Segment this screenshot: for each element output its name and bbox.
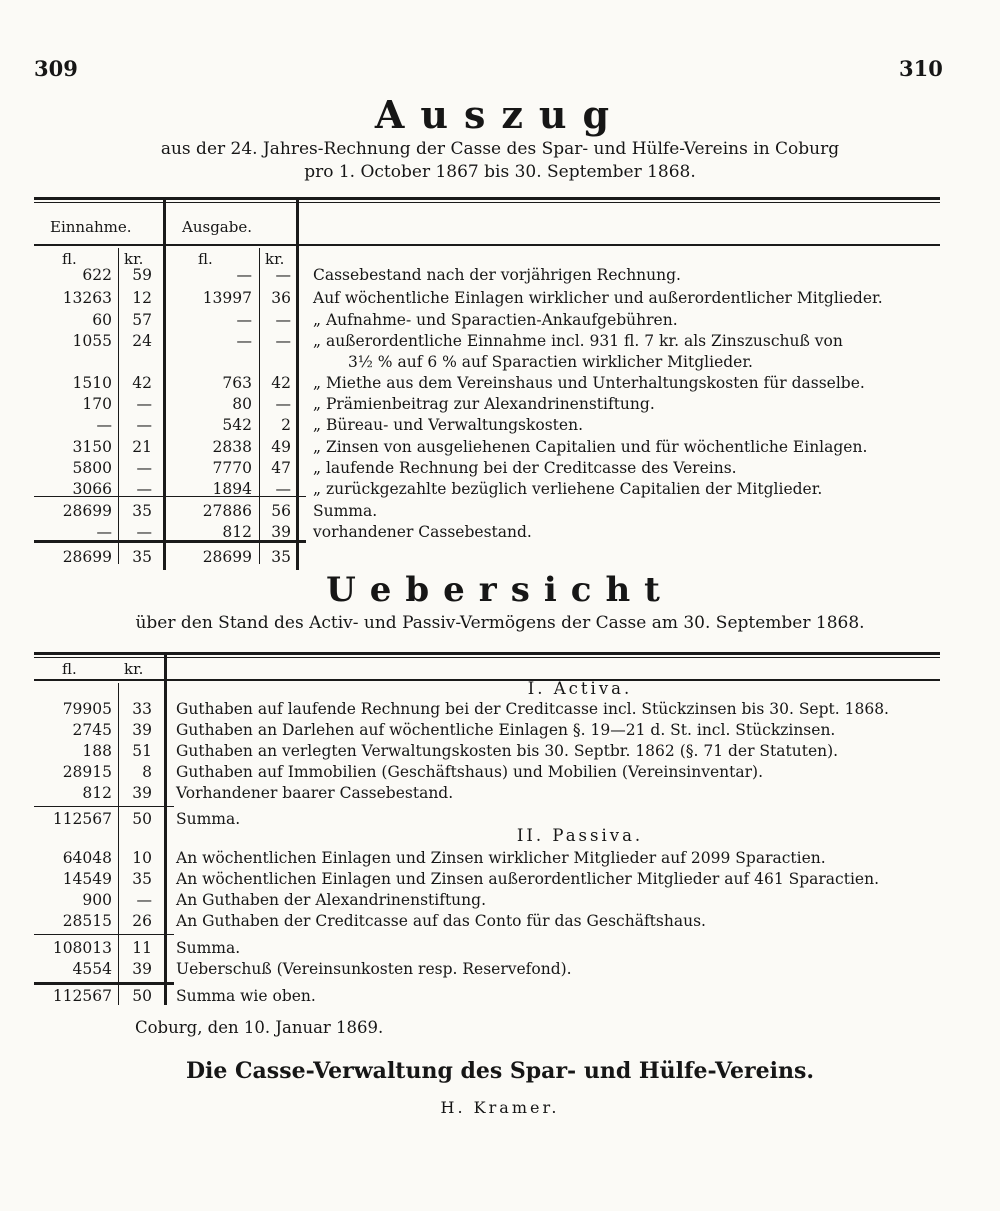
amount-fl: 900 xyxy=(82,891,112,909)
amount-fl: 112567 xyxy=(52,810,112,828)
activa-summa-rule xyxy=(34,806,174,807)
einnahme-fl: 60 xyxy=(92,311,112,329)
left-page-number: 309 xyxy=(34,56,78,81)
uebersicht-kr-header: kr. xyxy=(124,660,144,678)
row-text: Guthaben auf laufende Rechnung bei der Creditcasse incl. Stückzinsen bis 30. Sept. 1868. xyxy=(176,700,889,718)
ausgabe-kr: — xyxy=(275,311,291,329)
einnahme-kr: 59 xyxy=(132,266,152,284)
ausgabe-fl: 28699 xyxy=(202,548,252,566)
row-text: „ laufende Rechnung bei der Creditcasse des Vereins. xyxy=(313,459,737,477)
ausgabe-fl: — xyxy=(236,311,252,329)
amount-fl: 812 xyxy=(82,784,112,802)
ausgabe-fl: 80 xyxy=(232,395,252,413)
ausgabe-kr: — xyxy=(275,332,291,350)
ausgabe-kr: — xyxy=(275,395,291,413)
ausgabe-kr: — xyxy=(275,480,291,498)
ausgabe-fl: 13997 xyxy=(202,289,252,307)
einnahme-kr: 12 xyxy=(132,289,152,307)
row-text: „ Aufnahme- und Sparactien-Ankaufgebühren. xyxy=(313,311,678,329)
einnahme-kr: 42 xyxy=(132,374,152,392)
ausgabe-fl: — xyxy=(236,266,252,284)
row-text: Guthaben an Darlehen auf wöchentliche Einlagen §. 19—21 d. St. incl. Stückzinsen. xyxy=(176,721,836,739)
amount-kr: 39 xyxy=(132,784,152,802)
row-text-continuation: 3½ % auf 6 % auf Sparactien wirklicher Mitglieder. xyxy=(348,353,753,371)
auszug-col-divider-1 xyxy=(163,200,166,570)
ausgabe-kr: 2 xyxy=(281,416,291,434)
passiva-title: II. Passiva. xyxy=(516,826,644,845)
row-text: „ Prämienbeitrag zur Alexandrinenstiftung. xyxy=(313,395,655,413)
einnahme-fl: 28699 xyxy=(62,502,112,520)
auszug-kr-divider-e xyxy=(118,248,119,564)
einnahme-kr: — xyxy=(136,395,152,413)
einnahme-fl: 5800 xyxy=(72,459,112,477)
ausgabe-fl: — xyxy=(236,332,252,350)
row-text: vorhandener Cassebestand. xyxy=(313,523,532,541)
amount-kr: 10 xyxy=(132,849,152,867)
einnahme-header: Einnahme. xyxy=(50,218,132,236)
auszug-kr-divider-a xyxy=(259,248,260,564)
row-text: Vorhandener baarer Cassebestand. xyxy=(176,784,454,802)
uebersicht-fl-header: fl. xyxy=(62,660,77,678)
row-text: Guthaben an verlegten Verwaltungskosten bis 30. Septbr. 1862 (§. 71 der Statuten). xyxy=(176,742,839,760)
row-text: An wöchentlichen Einlagen und Zinsen wirklicher Mitglieder auf 2099 Sparactien. xyxy=(176,849,826,867)
amount-fl: 188 xyxy=(82,742,112,760)
row-text: An Guthaben der Creditcasse auf das Conto für das Geschäftshaus. xyxy=(176,912,706,930)
signatory-name: H. Kramer. xyxy=(440,1098,560,1117)
activa-title: I. Activa. xyxy=(527,679,633,698)
einnahme-kr: — xyxy=(136,480,152,498)
einnahme-fl: 622 xyxy=(82,266,112,284)
ausgabe-fl: 7770 xyxy=(212,459,252,477)
amount-fl: 112567 xyxy=(52,987,112,1005)
einnahme-fl: 1055 xyxy=(72,332,112,350)
einnahme-kr: — xyxy=(136,459,152,477)
einnahme-kr: — xyxy=(136,523,152,541)
ausgabe-kr: 47 xyxy=(271,459,291,477)
row-text: „ Büreau- und Verwaltungskosten. xyxy=(313,416,583,434)
ausgabe-fl: 763 xyxy=(222,374,252,392)
date-line: Coburg, den 10. Januar 1869. xyxy=(135,1018,384,1037)
row-text: An Guthaben der Alexandrinenstiftung. xyxy=(176,891,486,909)
row-text: Auf wöchentliche Einlagen wirklicher und außerordentlicher Mitglieder. xyxy=(313,289,883,307)
einnahme-fl: 170 xyxy=(82,395,112,413)
ausgabe-fl: 542 xyxy=(222,416,252,434)
passiva-summa-rule xyxy=(34,934,174,935)
einnahme-fl-header: fl. xyxy=(62,250,77,268)
row-text: Summa. xyxy=(176,939,241,957)
amount-fl: 64048 xyxy=(62,849,112,867)
ausgabe-kr: 42 xyxy=(271,374,291,392)
amount-kr: 39 xyxy=(132,721,152,739)
amount-kr: — xyxy=(136,891,152,909)
row-text: Guthaben auf Immobilien (Geschäftshaus) und Mobilien (Vereinsinventar). xyxy=(176,763,764,781)
einnahme-fl: 3066 xyxy=(72,480,112,498)
ausgabe-fl: 812 xyxy=(222,523,252,541)
auszug-header-rule xyxy=(34,244,940,246)
auszug-col-divider-2 xyxy=(296,200,299,570)
einnahme-fl: — xyxy=(96,416,112,434)
amount-fl: 28915 xyxy=(62,763,112,781)
amount-kr: 50 xyxy=(132,987,152,1005)
einnahme-fl: — xyxy=(96,523,112,541)
ausgabe-fl: 2838 xyxy=(212,438,252,456)
row-text: „ zurückgezahlte bezüglich verliehene Capitalien der Mitglieder. xyxy=(313,480,823,498)
amount-fl: 14549 xyxy=(62,870,112,888)
auszug-top-rule-thin xyxy=(34,202,940,203)
row-text: „ außerordentliche Einnahme incl. 931 fl. 7 kr. als Zinszuschuß von xyxy=(313,332,843,350)
einnahme-kr: 21 xyxy=(132,438,152,456)
ausgabe-kr: 49 xyxy=(271,438,291,456)
row-text: Summa. xyxy=(313,502,378,520)
einnahme-kr: 57 xyxy=(132,311,152,329)
ausgabe-kr: — xyxy=(275,266,291,284)
row-text: „ Miethe aus dem Vereinshaus und Unterhaltungskosten für dasselbe. xyxy=(313,374,865,392)
uebersicht-title: Uebersicht xyxy=(326,570,674,610)
ausgabe-fl-header: fl. xyxy=(198,250,213,268)
ausgabe-header: Ausgabe. xyxy=(182,218,252,236)
row-text: Summa. xyxy=(176,810,241,828)
einnahme-kr: 35 xyxy=(132,502,152,520)
amount-kr: 39 xyxy=(132,960,152,978)
uebersicht-subtitle: über den Stand des Activ- und Passiv-Vermögens der Casse am 30. September 1868. xyxy=(135,613,865,633)
amount-kr: 50 xyxy=(132,810,152,828)
amount-fl: 108013 xyxy=(52,939,112,957)
einnahme-kr-header: kr. xyxy=(124,250,144,268)
amount-fl: 2745 xyxy=(72,721,112,739)
auszug-subtitle-line2: pro 1. October 1867 bis 30. September 1868. xyxy=(304,162,696,182)
row-text: An wöchentlichen Einlagen und Zinsen außerordentlicher Mitglieder auf 461 Sparactien. xyxy=(176,870,880,888)
ausgabe-kr: 35 xyxy=(271,548,291,566)
einnahme-fl: 13263 xyxy=(62,289,112,307)
ausgabe-kr: 36 xyxy=(271,289,291,307)
einnahme-kr: — xyxy=(136,416,152,434)
einnahme-fl: 1510 xyxy=(72,374,112,392)
ausgabe-fl: 1894 xyxy=(212,480,252,498)
row-text: Cassebestand nach der vorjährigen Rechnung. xyxy=(313,266,681,284)
auszug-top-rule xyxy=(34,197,940,200)
row-text: Ueberschuß (Vereinsunkosten resp. Reservefond). xyxy=(176,960,572,978)
ausgabe-fl: 27886 xyxy=(202,502,252,520)
einnahme-fl: 3150 xyxy=(72,438,112,456)
amount-kr: 35 xyxy=(132,870,152,888)
uebersicht-top-rule xyxy=(34,652,940,655)
ausgabe-kr-header: kr. xyxy=(265,250,285,268)
amount-kr: 8 xyxy=(142,763,152,781)
row-text: Summa wie oben. xyxy=(176,987,316,1005)
auszug-title: Auszug xyxy=(374,92,626,137)
organization-signature-line: Die Casse-Verwaltung des Spar- und Hülfe-Vereins. xyxy=(185,1058,815,1084)
einnahme-kr: 24 xyxy=(132,332,152,350)
amount-fl: 28515 xyxy=(62,912,112,930)
amount-fl: 79905 xyxy=(62,700,112,718)
amount-kr: 33 xyxy=(132,700,152,718)
einnahme-fl: 28699 xyxy=(62,548,112,566)
amount-kr: 11 xyxy=(132,939,152,957)
right-page-number: 310 xyxy=(899,56,943,81)
uebersicht-top-rule-thin xyxy=(34,657,940,658)
einnahme-kr: 35 xyxy=(132,548,152,566)
amount-kr: 26 xyxy=(132,912,152,930)
amount-kr: 51 xyxy=(132,742,152,760)
amount-fl: 4554 xyxy=(72,960,112,978)
ausgabe-kr: 56 xyxy=(271,502,291,520)
ausgabe-kr: 39 xyxy=(271,523,291,541)
row-text: „ Zinsen von ausgeliehenen Capitalien und für wöchentliche Einlagen. xyxy=(313,438,868,456)
auszug-subtitle-line1: aus der 24. Jahres-Rechnung der Casse des Spar- und Hülfe-Vereins in Coburg xyxy=(160,139,840,159)
